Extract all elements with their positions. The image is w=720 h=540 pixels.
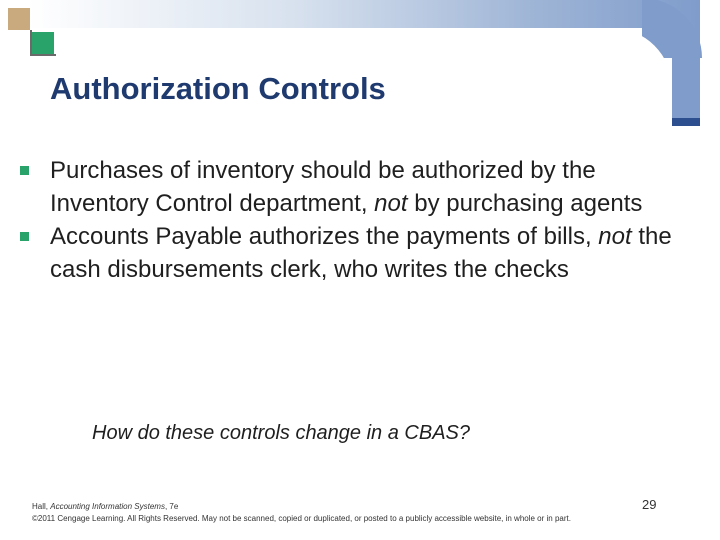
footer-author: Hall, bbox=[32, 502, 51, 511]
decorative-tan-square bbox=[8, 8, 30, 30]
header-gradient-band bbox=[28, 0, 700, 28]
page-number: 29 bbox=[642, 497, 657, 512]
bullet-item bbox=[20, 220, 680, 286]
footer bbox=[32, 501, 571, 525]
footer-edition: , 7e bbox=[164, 502, 179, 511]
discussion-question: How do these controls change in a CBAS? bbox=[92, 422, 470, 444]
footer-book-title: Accounting Information Systems bbox=[50, 502, 165, 511]
bullet-item bbox=[20, 154, 680, 220]
bullet-text: the cash disbursements clerk, who writes the checks bbox=[50, 223, 672, 283]
square-bullet-icon bbox=[20, 232, 29, 241]
slide-title: Authorization Controls bbox=[50, 71, 386, 106]
bullet-list bbox=[20, 154, 680, 286]
bullet-emphasis: not bbox=[598, 223, 632, 250]
decorative-green-square bbox=[32, 32, 54, 54]
decorative-corner-line-horizontal bbox=[30, 54, 56, 56]
square-bullet-icon bbox=[20, 166, 29, 175]
header-corner-curve bbox=[612, 28, 672, 88]
bullet-text: Accounts Payable authorizes the payments of bills, bbox=[50, 223, 599, 250]
decorative-corner-line-vertical bbox=[30, 30, 32, 56]
bullet-emphasis: not bbox=[374, 190, 408, 217]
header-right-bar-accent bbox=[672, 118, 700, 126]
footer-citation bbox=[32, 501, 571, 513]
header-right-bar bbox=[672, 28, 700, 126]
bullet-text: by purchasing agents bbox=[407, 190, 643, 217]
bullet-text: Purchases of inventory should be authorized by the Inventory Control department, bbox=[50, 157, 596, 217]
footer-copyright: ©2011 Cengage Learning. All Rights Reserved. May not be scanned, copied or duplicated, or posted to a publicly accessible website, in whole or in part. bbox=[32, 514, 571, 523]
